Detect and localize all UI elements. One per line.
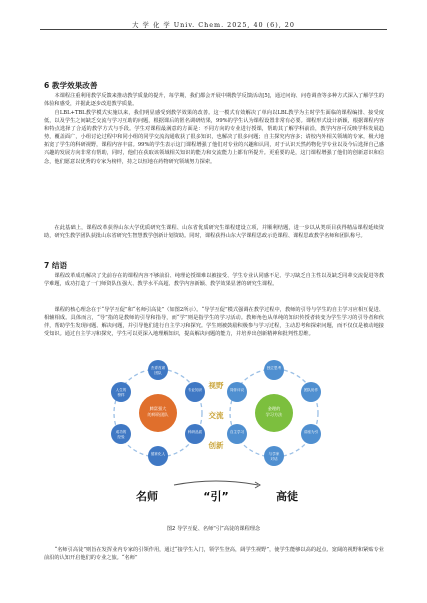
right-center-text-2: 学习方法 [265,412,283,417]
right-node-5 [227,424,247,444]
left-node-5 [111,424,131,444]
right-node-1 [264,360,284,380]
running-header [0,20,427,29]
left-node-6 [111,382,131,402]
left-node-6-label-b: 榜样 [117,393,125,397]
header-rule [40,29,387,30]
concept-figure [92,355,336,519]
section-6-paragraph-1: 本课程注重利用教学反馈来推动教学质量的提升，每学期，我们都会开展中期教学反馈活动[5]，通过问询、问卷调查等多种方式深入了解学生的体验和感受，并据此逐步改进教学质量。 [44,93,384,108]
right-node-4-label-b: 对话 [270,457,278,461]
right-node-4-label: 与学家 [268,452,280,456]
left-node-3 [185,424,205,444]
bottom-arrow [174,481,258,485]
right-node-1-label: 独立思考 [266,366,282,370]
section-7-title: 7 结语 [44,261,68,270]
right-node-2-label: 团队协作 [303,388,319,392]
section-7-paragraph-1: 课程改革成功解决了先前存在的课程内容不够前沿、纯理论授课难以被接受、学生专业认同感不足、学习缺乏自主性以及缺乏同辈交流促进等教学难题，成功打造了一门师资队伍强大、教学水平高超、教学内容新颖、教学效果显著的研究生课程。 [44,273,384,288]
left-node-6-label: 人生的 [115,388,127,392]
left-node-4 [148,446,168,466]
section-7-paragraph-2: 课程的核心理念在于“导学互促”和“名师引高徒”（如图2所示）。“导学互促”模式强调在教学过程中，教师的引导与学生的自主学习应相互促进、相辅相成。具体而言，“导”指的是教师的引导和指导，而“学”则是指学生的学习活动。教师角色从单纯的知识传授者转变为学生学习的引导者和伙伴，帮助学生发现问题、解决问题，并引导他们进行自主学习和探究。学生则被鼓励积极参与学习过程，主动思考和探索问题，而不仅仅是被动地接受知识。通过自主学习和探究，学生可以更深入地理解知识，提高解决问题的能力，并培养出创新精神和批判性思维。 [44,307,384,338]
right-node-4 [264,446,284,466]
left-node-2-label: 专业知识 [187,388,203,392]
right-center-text: 金理的 [267,406,281,411]
left-center-text: 腾富强大 [149,406,167,411]
right-node-3 [301,424,321,444]
left-node-5-label: 成功的 [115,430,127,434]
right-node-6-label: 同伴评议 [229,388,245,392]
figure-caption: 图2 导学互促、名师“引”高徒的课程理念 [166,526,261,532]
right-node-3-label: 讲座为引 [303,430,319,434]
journal-header: 大 学 化 学 Univ. Chem. 2025, 40 (6), 20 [132,21,295,29]
section-6-paragraph-2: 自LBL+TBL教学模式实施以来，我们明显感受到教学效果的改善。这一模式有效解决了单向以LBL教学为主时学生面临的课程编排、接受度低，以及学生之间缺乏交流与学习互助的问题，根据课后的匿名调研结果，99%的学生认为课程设置非常有必要。课程形式设计新颖，根据课程内容和特点选择了合适的教学方式与手段。学生对课程最满意的方面是：不同方向的专业进行授课，帮助其了解学科前沿，教学内容可反映学科发展趋势，覆盖面广，小组讨论过程中和同小组的同学交流沟通收获了很多知识，也解决了很多问题；自主探究内容多；请校内外相关领域的专家，极大地拓宽了学生的科研视野，课程内容丰富。99%的学生表示这门课程增强了他们对专业的兴趣和认同，对于认识天然药物化学专业以及今后选择自己感兴趣的发展方向非常有帮助，同时，他们在获取该领域相关知识的能力和交流能力上都有所提升。更重要的是，这门课程增强了他们的创新意识和信念，他们愿意以优秀的专家为榜样，持之以恒地在药物研究领域努力探索。 [44,110,384,165]
bottom-right-word: 高徒 [276,490,298,503]
middle-word-1: 视野 [208,381,224,390]
right-node-5-label: 自主学习 [229,430,245,434]
left-node-2 [185,382,205,402]
section-7-paragraph-3: “名师引高徒”则旨在发挥业内专家的引领作用，通过“接学生入门，领学生登高，阔学生视野”，使学生能够以高的起点、宽阔的视野和紧贴专业前沿的认知开启他们的专业之旅。“名师” [44,547,384,562]
middle-word-2: 交流 [208,411,224,420]
section-6-paragraph-3: 在此基础上，课程改革获得山东大学优质研究生课程、山东省优质研究生课程建设立项，并顺利结题，进一步以从类项目获得精品课程延续资助，研究生教学团队获批山东省研究生智慧教学创新计划资助。同时，课程获得山东大学课程思政示范课程、课程思政教学名师和团队称号。 [44,225,384,240]
left-node-1-label-b: 团队 [154,371,162,375]
right-node-2 [301,382,321,402]
left-node-4-label: 德育化人 [150,452,166,456]
left-node-1 [148,360,168,380]
left-node-1-label: 杰青首席 [150,366,166,370]
concept-diagram [92,355,336,519]
left-node-5-label-b: 经验 [117,435,125,439]
left-center-text-2: 的师资团队 [147,412,169,417]
right-node-6 [227,382,247,402]
section-6-title: 6 教学效果改善 [44,81,98,90]
left-node-3-label: 科研品质 [187,430,203,434]
middle-word-3: 创新 [208,441,224,450]
bottom-left-word: 名师 [136,490,158,503]
bottom-mid-word: “引” [203,490,229,503]
